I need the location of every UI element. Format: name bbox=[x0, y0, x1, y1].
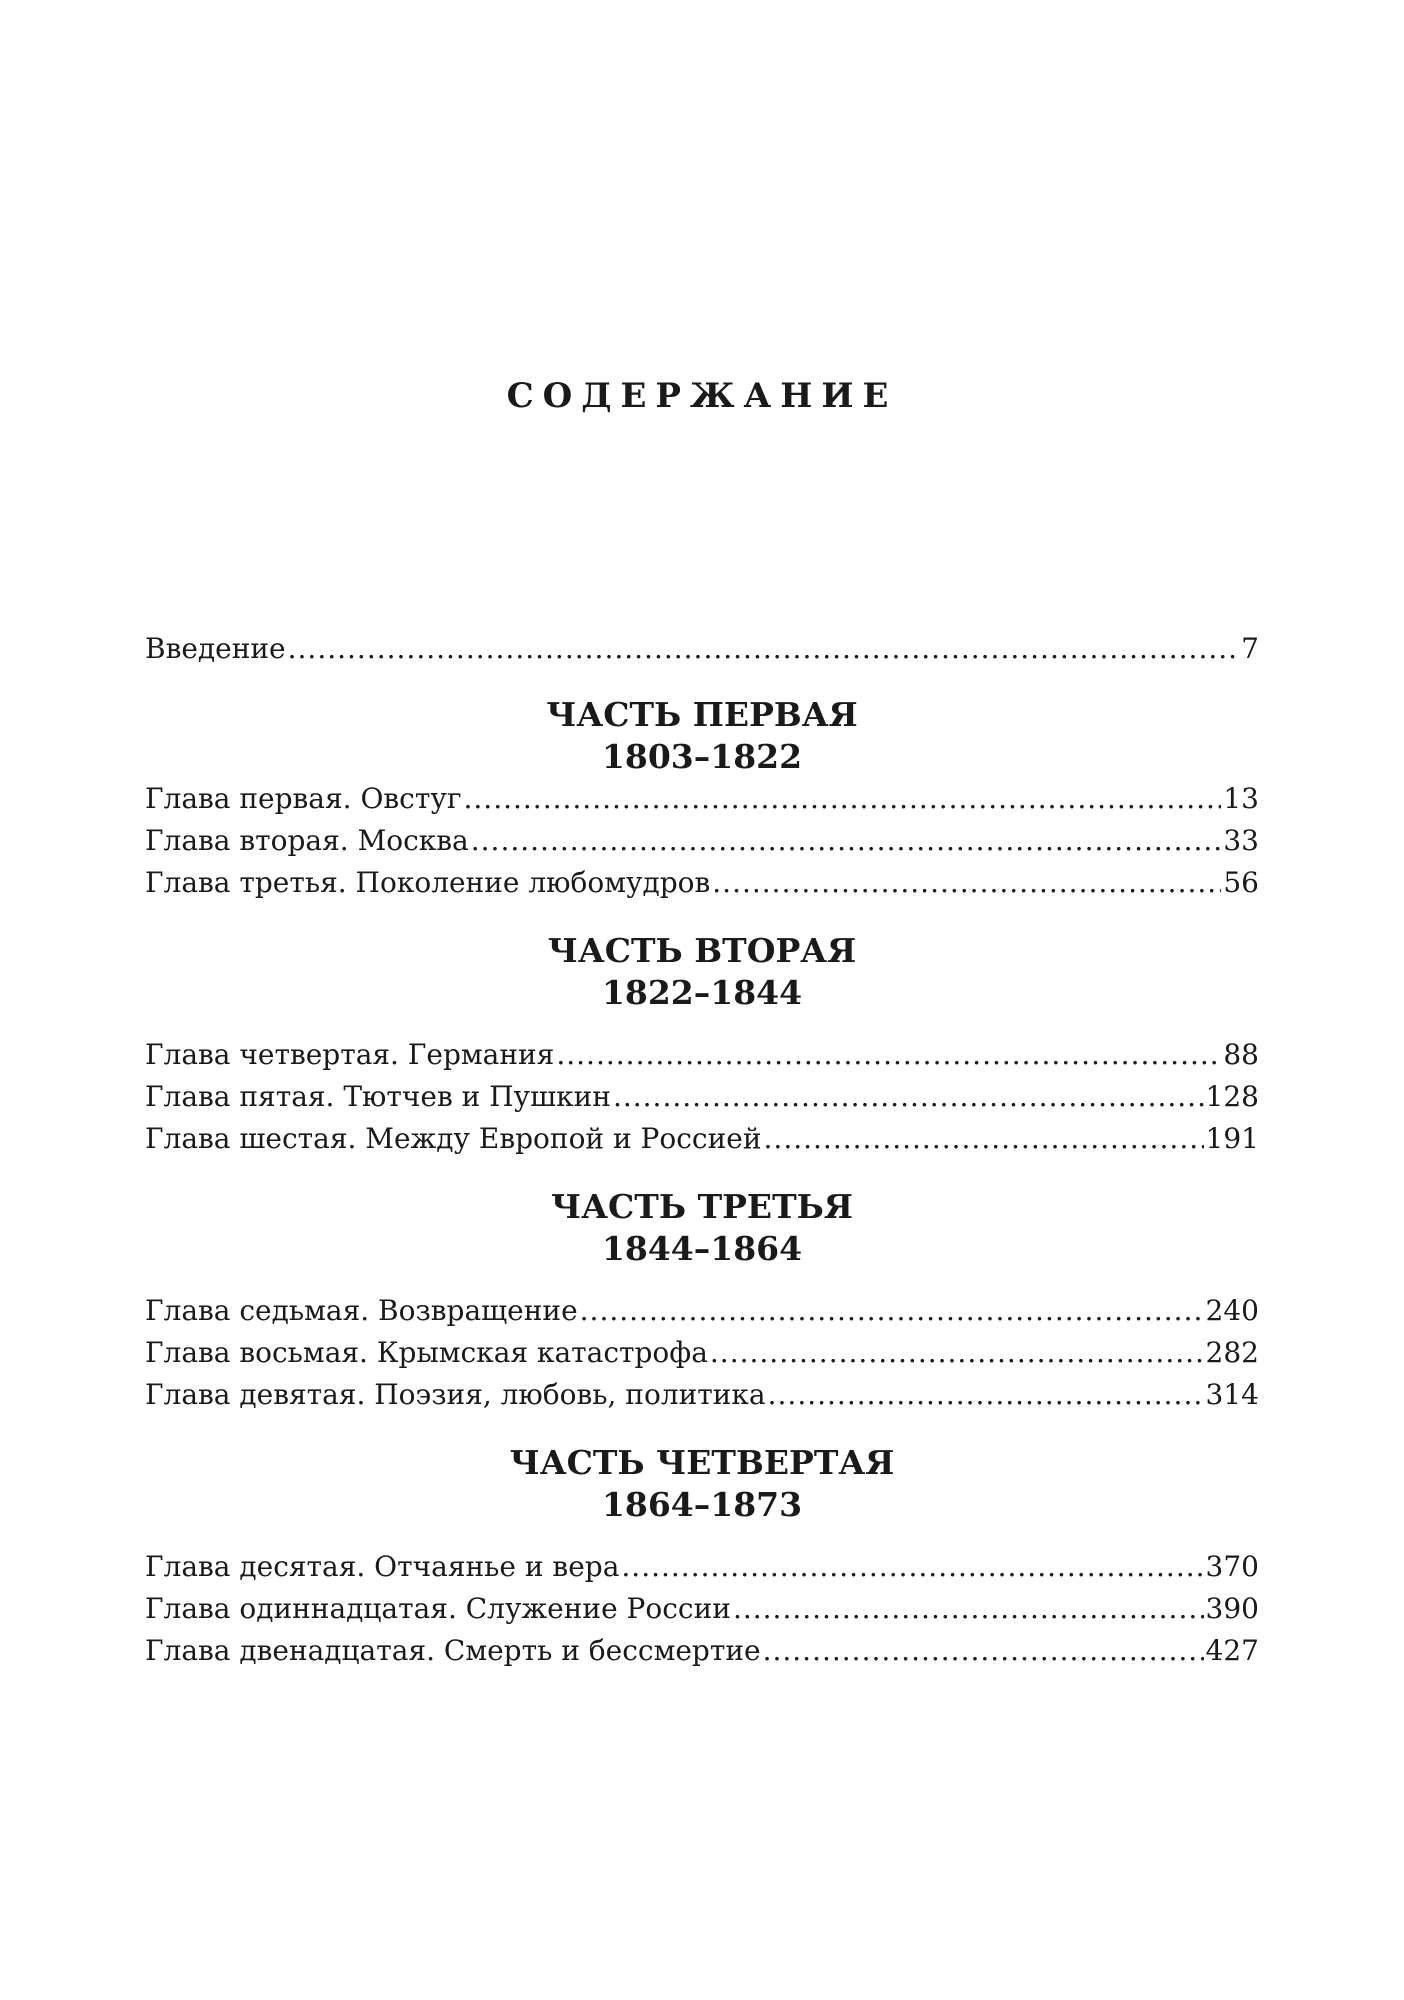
entry-label: Глава первая. Овстуг bbox=[145, 782, 462, 815]
dot-leader bbox=[556, 1034, 1221, 1076]
page-number: 240 bbox=[1205, 1294, 1259, 1327]
dot-leader bbox=[764, 1118, 1204, 1160]
toc-entry bbox=[145, 1034, 1259, 1076]
entry-label: Введение bbox=[145, 632, 286, 665]
page-number: 56 bbox=[1223, 866, 1259, 899]
toc-entry bbox=[145, 1076, 1259, 1118]
part-heading bbox=[145, 1442, 1259, 1526]
part-title: ЧАСТЬ ПЕРВАЯ bbox=[546, 695, 858, 734]
entry-label: Глава пятая. Тютчев и Пушкин bbox=[145, 1080, 611, 1113]
toc-entry bbox=[145, 1374, 1259, 1416]
entry-label: Глава одиннадцатая. Служение России bbox=[145, 1592, 731, 1625]
toc-entry bbox=[145, 1588, 1259, 1630]
entry-label: Глава двенадцатая. Смерть и бессмертие bbox=[145, 1634, 761, 1667]
part-years: 1844–1864 bbox=[601, 1229, 803, 1268]
page-number: 13 bbox=[1223, 782, 1259, 815]
page-number: 33 bbox=[1223, 824, 1259, 857]
entry-label: Глава десятая. Отчаянье и вера bbox=[145, 1550, 620, 1583]
page-number: 7 bbox=[1241, 632, 1259, 665]
dot-leader bbox=[712, 862, 1221, 904]
entry-label: Глава четвертая. Германия bbox=[145, 1038, 555, 1071]
part-title: ЧАСТЬ ВТОРАЯ bbox=[547, 931, 857, 970]
part-heading bbox=[145, 930, 1259, 1014]
toc-entry bbox=[145, 1290, 1259, 1332]
part-heading bbox=[145, 1186, 1259, 1270]
entry-label: Глава девятая. Поэзия, любовь, политика bbox=[145, 1378, 766, 1411]
entry-label: Глава шестая. Между Европой и Россией bbox=[145, 1122, 762, 1155]
dot-leader bbox=[710, 1332, 1204, 1374]
page-number: 88 bbox=[1223, 1038, 1259, 1071]
entry-label: Глава седьмая. Возвращение bbox=[145, 1294, 578, 1327]
entry-label: Глава вторая. Москва bbox=[145, 824, 469, 857]
part-years: 1864–1873 bbox=[601, 1485, 803, 1524]
entry-label: Глава третья. Поколение любомудров bbox=[145, 866, 711, 899]
dot-leader bbox=[471, 820, 1222, 862]
toc-entry bbox=[145, 1630, 1259, 1672]
toc-entry bbox=[145, 1332, 1259, 1374]
page-number: 314 bbox=[1205, 1378, 1259, 1411]
page-number: 390 bbox=[1205, 1592, 1259, 1625]
part-title: ЧАСТЬ ТРЕТЬЯ bbox=[551, 1187, 853, 1226]
page-number: 370 bbox=[1205, 1550, 1259, 1583]
part-years: 1803–1822 bbox=[601, 737, 803, 776]
toc-entry bbox=[145, 1546, 1259, 1588]
toc-entry bbox=[145, 1118, 1259, 1160]
dot-leader bbox=[613, 1076, 1204, 1118]
dot-leader bbox=[763, 1630, 1204, 1672]
page-number: 191 bbox=[1205, 1122, 1259, 1155]
toc-entry-intro bbox=[145, 628, 1259, 670]
dot-leader bbox=[733, 1588, 1204, 1630]
page-number: 427 bbox=[1205, 1634, 1259, 1667]
toc-entry bbox=[145, 862, 1259, 904]
dot-leader bbox=[464, 778, 1222, 820]
part-heading bbox=[145, 694, 1259, 778]
dot-leader bbox=[580, 1290, 1204, 1332]
toc-entry bbox=[145, 820, 1259, 862]
table-of-contents bbox=[145, 628, 1259, 1672]
entry-label: Глава восьмая. Крымская катастрофа bbox=[145, 1336, 708, 1369]
page-title: СОДЕРЖАНИЕ bbox=[506, 376, 898, 416]
dot-leader bbox=[768, 1374, 1204, 1416]
part-years: 1822–1844 bbox=[601, 973, 803, 1012]
part-title: ЧАСТЬ ЧЕТВЕРТАЯ bbox=[509, 1443, 895, 1482]
dot-leader bbox=[621, 1546, 1203, 1588]
dot-leader bbox=[288, 628, 1240, 670]
toc-entry bbox=[145, 778, 1259, 820]
page-number: 282 bbox=[1205, 1336, 1259, 1369]
page-number: 128 bbox=[1205, 1080, 1259, 1113]
